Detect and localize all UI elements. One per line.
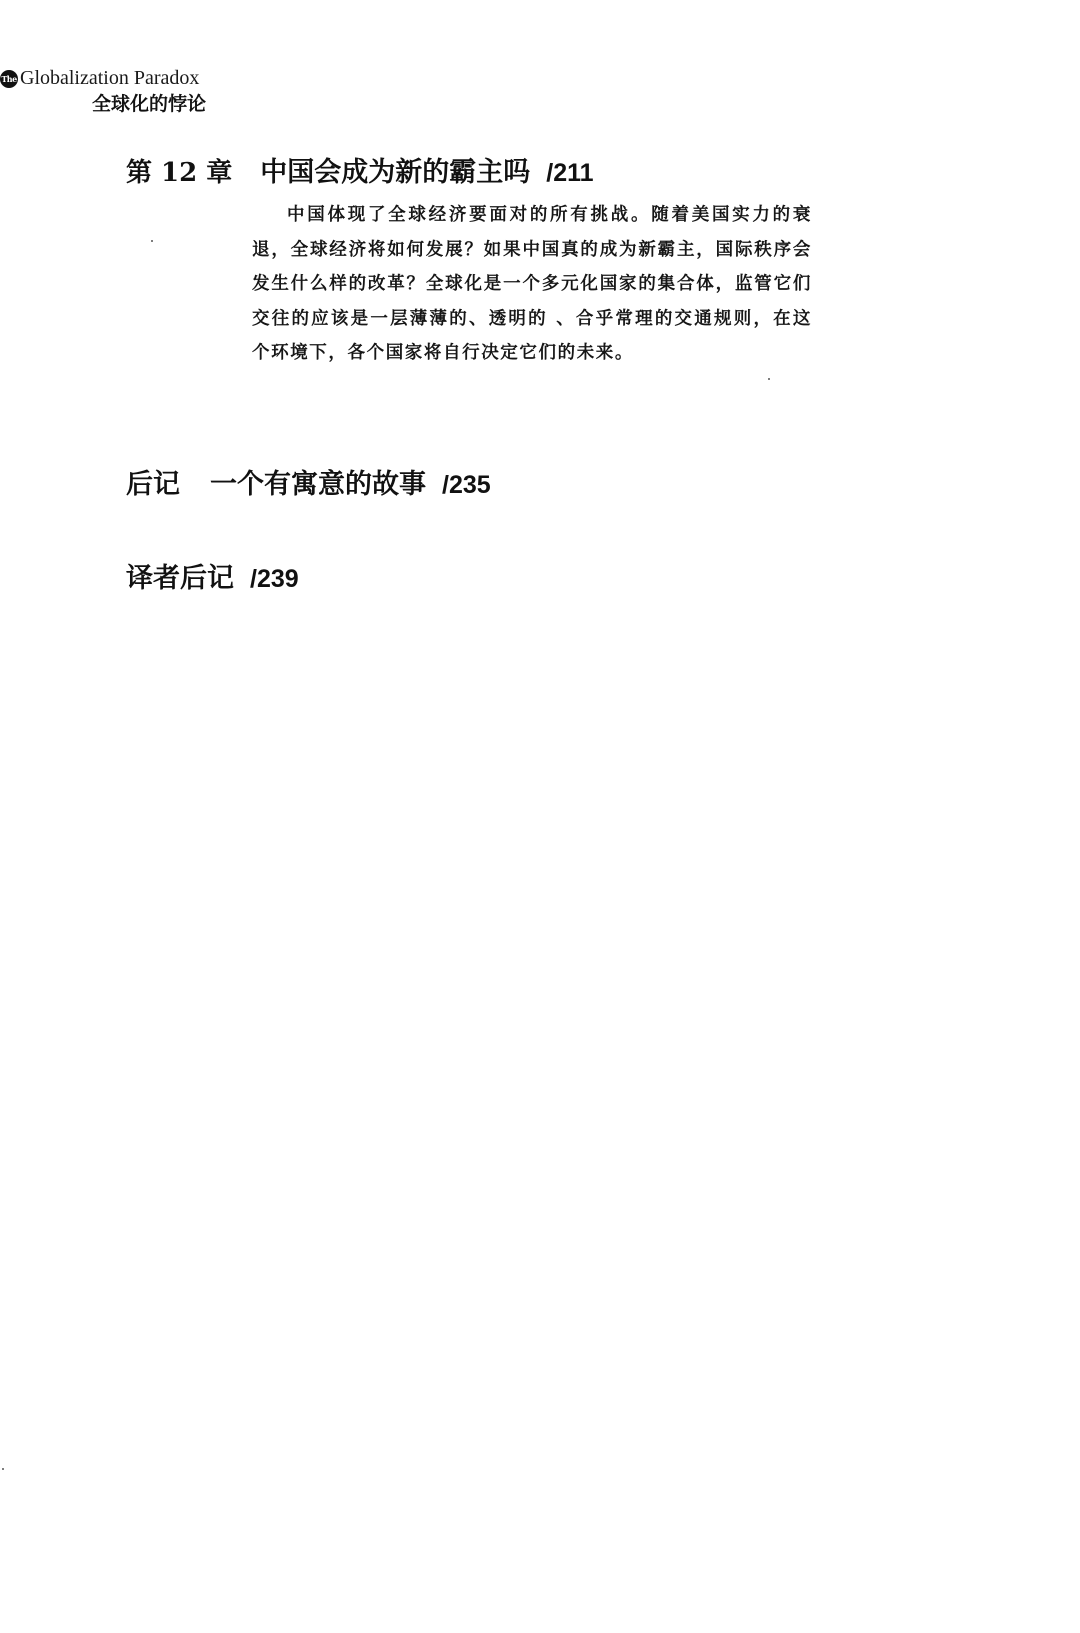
afterword-title: 一个有寓意的故事 (210, 469, 426, 500)
chapter-summary: 中国体现了全球经济要面对的所有挑战。随着美国实力的衰退，全球经济将如何发展？如果中国真的成为新霸主，国际秩序会发生什么样的改革？全球化是一个多元化国家的集合体，监管它们交往的应该是一层薄薄的、透明的 、合乎常理的交通规则，在这个环境下，各个国家将自行决定它们的未来。 (252, 205, 812, 363)
chapter-label: 第 12 章 (126, 158, 233, 188)
header-title-cn: 全球化的悖论 (92, 93, 207, 115)
chapter-page-ref: /211 (546, 159, 594, 187)
scan-speck (2, 1468, 4, 1470)
translator-afterword-label: 译者后记 (126, 563, 234, 594)
scan-speck (151, 240, 153, 242)
header-title-en: Globalization Paradox (20, 67, 200, 89)
afterword-label: 后记 (126, 469, 180, 500)
scan-speck (768, 378, 770, 380)
book-logo-icon: The (0, 70, 18, 88)
afterword-page-ref: /235 (442, 471, 491, 499)
chapter-title: 中国会成为新的霸主吗 (260, 157, 531, 188)
toc-entry-translator-afterword[interactable] (126, 556, 299, 595)
toc-entry-afterword[interactable] (126, 462, 491, 501)
translator-afterword-page-ref: /239 (250, 565, 299, 593)
toc-entry-chapter-12[interactable] (126, 150, 594, 189)
